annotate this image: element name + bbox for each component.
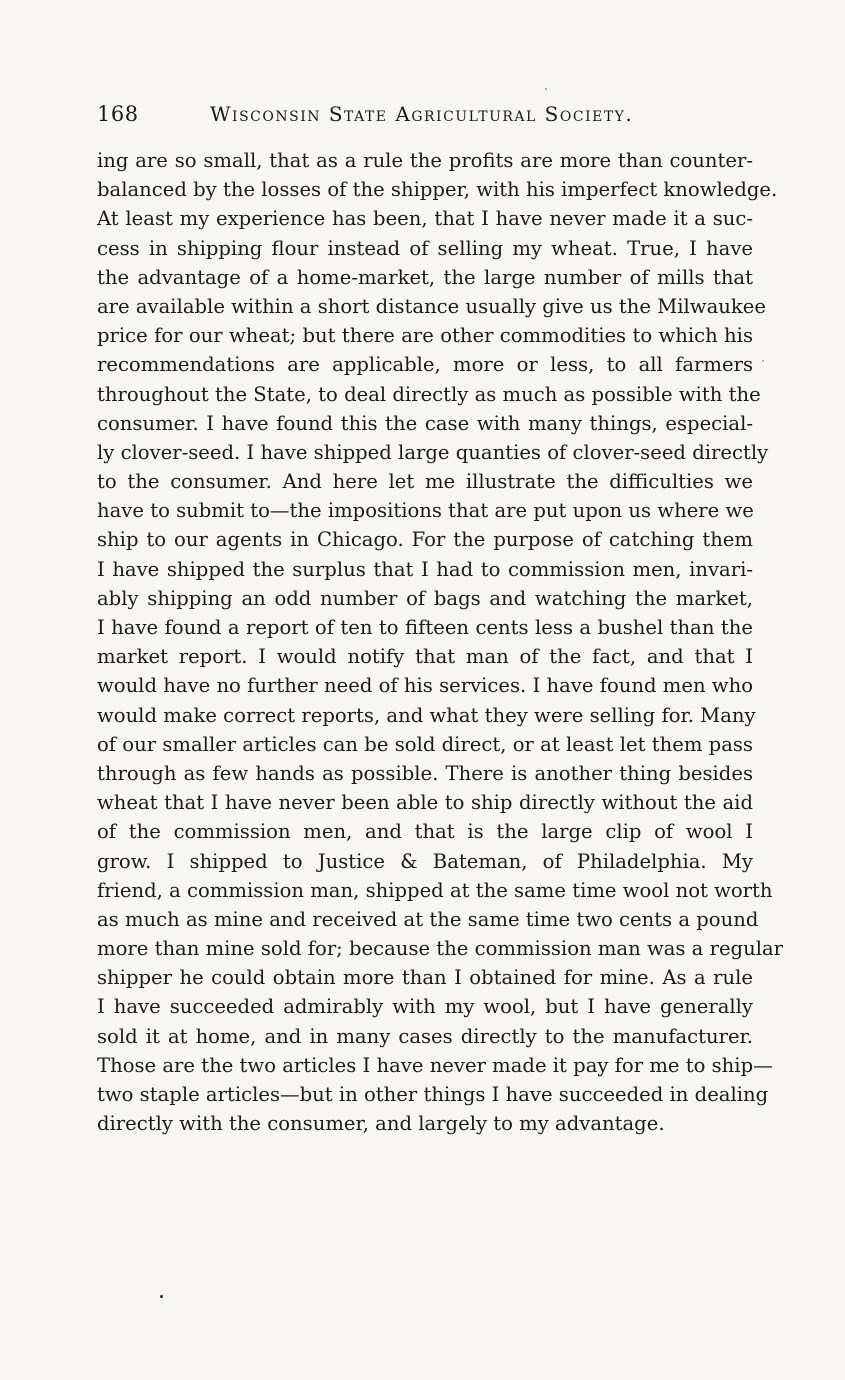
text-line: sold it at home, and in many cases directly to the manufacturer. [97,1024,753,1048]
body-paragraph [97,146,784,1138]
text-line: of our smaller articles can be sold direct, or at least let them pass [97,732,753,756]
text-line: to the consumer. And here let me illustrate the difficulties we [97,470,753,494]
paper-speck [545,88,547,90]
text-line: recommendations are applicable, more or less, to all farmers [97,353,753,377]
text-line: At least my experience has been, that I have never made it a suc- [97,207,753,231]
text-line: through as few hands as possible. There is another thing besides [97,761,753,785]
text-line: cess in shipping flour instead of selling my wheat. True, I have [97,236,753,260]
paper-speck [160,1295,163,1298]
text-line: ably shipping an odd number of bags and watching the market, [97,586,753,610]
text-line: as much as mine and received at the same time two cents a pound [97,907,759,931]
text-line: have to submit to—the impositions that are put upon us where we [97,499,754,523]
page-number: 168 [97,102,139,126]
page-header [97,100,753,132]
text-line: grow. I shipped to Justice & Bateman, of Philadelphia. My [97,849,753,873]
text-line: ly clover-seed. I have shipped large quanties of clover-seed directly [97,440,769,464]
text-line: Those are the two articles I have never made it pay for me to ship— [97,1053,773,1077]
text-line: I have succeeded admirably with my wool, but I have generally [97,995,753,1019]
paper-speck [762,360,764,362]
text-line: price for our wheat; but there are other commodities to which his [97,324,753,348]
text-line: are available within a short distance usually give us the Milwaukee [97,294,766,318]
text-line: throughout the State, to deal directly as much as possible with the [97,382,761,406]
text-line: shipper he could obtain more than I obtained for mine. As a rule [97,966,753,990]
text-line: balanced by the losses of the shipper, with his imperfect knowledge. [97,178,778,202]
text-line: more than mine sold for; because the commission man was a regular [97,937,784,961]
text-line: of the commission men, and that is the large clip of wool I [97,820,753,844]
text-line: would make correct reports, and what they were selling for. Many [97,703,756,727]
text-line: ing are so small, that as a rule the profits are more than counter- [97,149,753,172]
text-line: I have found a report of ten to fifteen cents less a bushel than the [97,616,753,639]
running-head: Wisconsin State Agricultural Society. [210,102,634,126]
text-line: friend, a commission man, shipped at the same time wool not worth [97,878,773,902]
text-line: consumer. I have found this the case with many things, especial- [97,411,753,435]
text-line: would have no further need of his services. I have found men who [97,674,753,698]
text-line-last: directly with the consumer, and largely to my advantage. [97,1112,665,1136]
text-line: ship to our agents in Chicago. For the purpose of catching them [97,528,753,552]
text-line: market report. I would notify that man of the fact, and that I [97,645,753,669]
text-line: wheat that I have never been able to ship directly without the aid [97,791,753,815]
text-line: I have shipped the surplus that I had to commission men, invari- [97,557,753,581]
text-line: the advantage of a home-market, the large number of mills that [97,265,753,289]
text-line: two staple articles—but in other things I have succeeded in dealing [97,1083,769,1106]
